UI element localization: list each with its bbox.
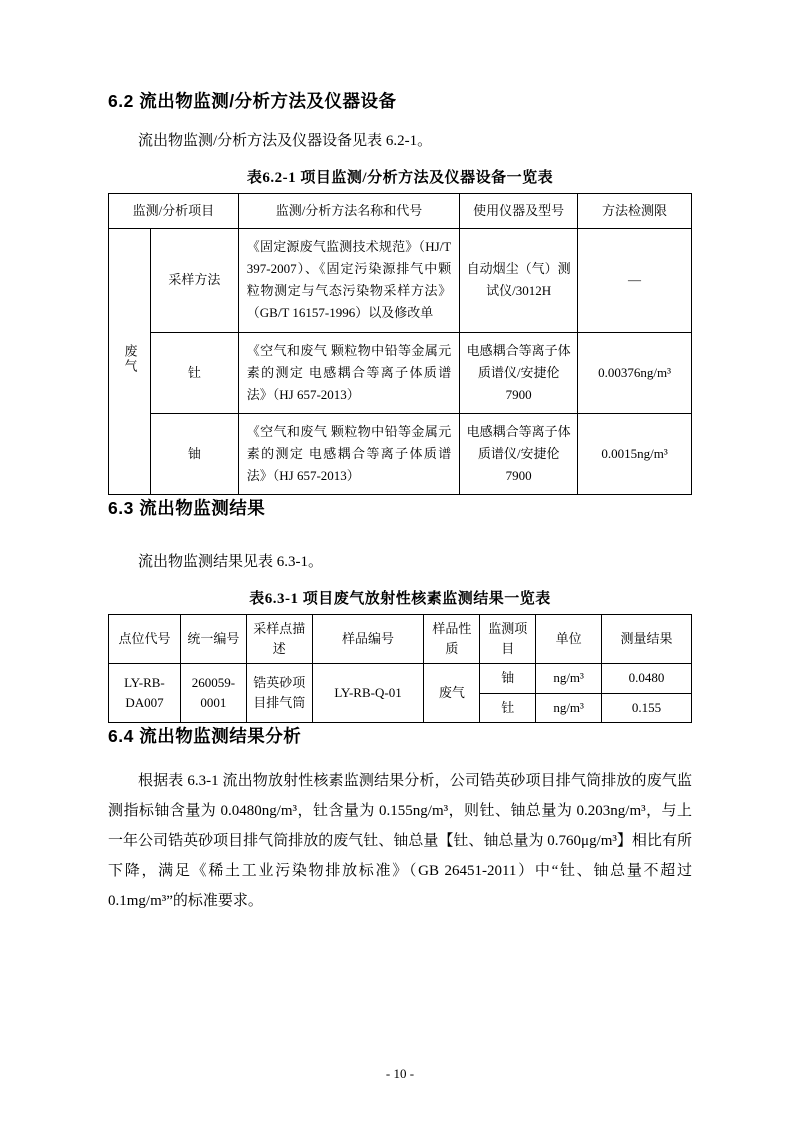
cell-point-code: LY-RB-DA007 — [109, 664, 181, 722]
table-6-2-1 — [108, 193, 692, 495]
group-label-cell — [109, 229, 151, 495]
header-cell-instrument: 使用仪器及型号 — [460, 194, 578, 229]
cell-unit-thorium: ng/m³ — [536, 693, 602, 722]
section-6-3-intro: 流出物监测结果见表 6.3-1。 — [138, 554, 323, 571]
table-6-2-1-caption: 表6.2-1 项目监测/分析方法及仪器设备一览表 — [246, 170, 554, 186]
row-limit-uranium: 0.0015ng/m³ — [578, 413, 692, 494]
row-instrument-thorium: 电感耦合等离子体质谱仪/安捷伦 7900 — [460, 332, 578, 413]
cell-description: 锆英砂项目排气筒 — [246, 664, 312, 722]
header-cell-unified-no: 统一编号 — [180, 615, 246, 664]
section-heading-6-4: 6.4 流出物监测结果分析 — [108, 725, 302, 746]
cell-sample-no: LY-RB-Q-01 — [312, 664, 424, 722]
cell-unit-uranium: ng/m³ — [536, 664, 602, 693]
table-header-row — [109, 615, 692, 664]
header-cell-sample-nature: 样品性质 — [424, 615, 480, 664]
page-content — [108, 88, 692, 916]
table-6-3-1 — [108, 614, 692, 723]
group-label-text: 废气 — [122, 343, 138, 374]
header-cell-method: 监测/分析方法名称和代号 — [238, 194, 459, 229]
table-row — [109, 664, 692, 693]
row-item-thorium: 钍 — [150, 332, 238, 413]
row-method-thorium: 《空气和废气 颗粒物中铅等金属元素的测定 电感耦合等离子体质谱法》（HJ 657-2013） — [238, 332, 459, 413]
cell-sample-nature: 废气 — [424, 664, 480, 722]
table-header-row — [109, 194, 692, 229]
row-item-uranium: 铀 — [150, 413, 238, 494]
row-limit-thorium: 0.00376ng/m³ — [578, 332, 692, 413]
row-instrument-uranium: 电感耦合等离子体质谱仪/安捷伦 7900 — [460, 413, 578, 494]
header-cell-item: 监测/分析项目 — [109, 194, 239, 229]
header-cell-limit: 方法检测限 — [578, 194, 692, 229]
cell-monitor-item-uranium: 铀 — [480, 664, 536, 693]
row-item-sampling: 采样方法 — [150, 229, 238, 332]
row-limit-sampling: — — [578, 229, 692, 332]
section-6-4-body — [108, 766, 692, 916]
row-method-uranium: 《空气和废气 颗粒物中铅等金属元素的测定 电感耦合等离子体质谱法》（HJ 657-2013） — [238, 413, 459, 494]
cell-result-uranium: 0.0480 — [602, 664, 692, 693]
page-number: - 10 - — [385, 1066, 415, 1081]
cell-unified-no: 260059-0001 — [180, 664, 246, 722]
section-heading-6-2: 6.2 流出物监测/分析方法及仪器设备 — [108, 91, 397, 111]
header-cell-result: 测量结果 — [602, 615, 692, 664]
cell-result-thorium: 0.155 — [602, 693, 692, 722]
section-6-2-intro: 流出物监测/分析方法及仪器设备见表 6.2-1。 — [138, 133, 433, 149]
header-cell-monitor-item: 监测项目 — [480, 615, 536, 664]
table-row — [109, 229, 692, 332]
header-cell-sample-no: 样品编号 — [312, 615, 424, 664]
cell-monitor-item-thorium: 钍 — [480, 693, 536, 722]
row-method-sampling: 《固定源废气监测技术规范》（HJ/T 397-2007）、《固定污染源排气中颗粒物测定与气态污染物采样方法》（GB/T 16157-1996）以及修改单 — [238, 229, 459, 332]
header-cell-unit: 单位 — [536, 615, 602, 664]
table-6-3-1-caption: 表6.3-1 项目废气放射性核素监测结果一览表 — [249, 591, 551, 608]
header-cell-description: 采样点描述 — [246, 615, 312, 664]
table-row — [109, 413, 692, 494]
row-instrument-sampling: 自动烟尘（气）测试仪/3012H — [460, 229, 578, 332]
table-row — [109, 332, 692, 413]
section-heading-6-3: 6.3 流出物监测结果 — [108, 498, 266, 519]
header-cell-point-code: 点位代号 — [109, 615, 181, 664]
analysis-paragraph: 根据表 6.3-1 流出物放射性核素监测结果分析，公司锆英砂项目排气筒排放的废气监测指标铀含量为 0.0480ng/m³，钍含量为 0.155ng/m³，则钍、铀总量为 0.203ng/m³，与上一年公司锆英砂项目排气筒排放的废气钍、铀总量【钍、铀总量为 0.760μg/m³】相比有所下降，满足《稀土工业污染物排放标准》（GB 26451-2011）中“钍、铀总量不超过 0.1mg/m³”的标准要求。 — [108, 772, 692, 909]
